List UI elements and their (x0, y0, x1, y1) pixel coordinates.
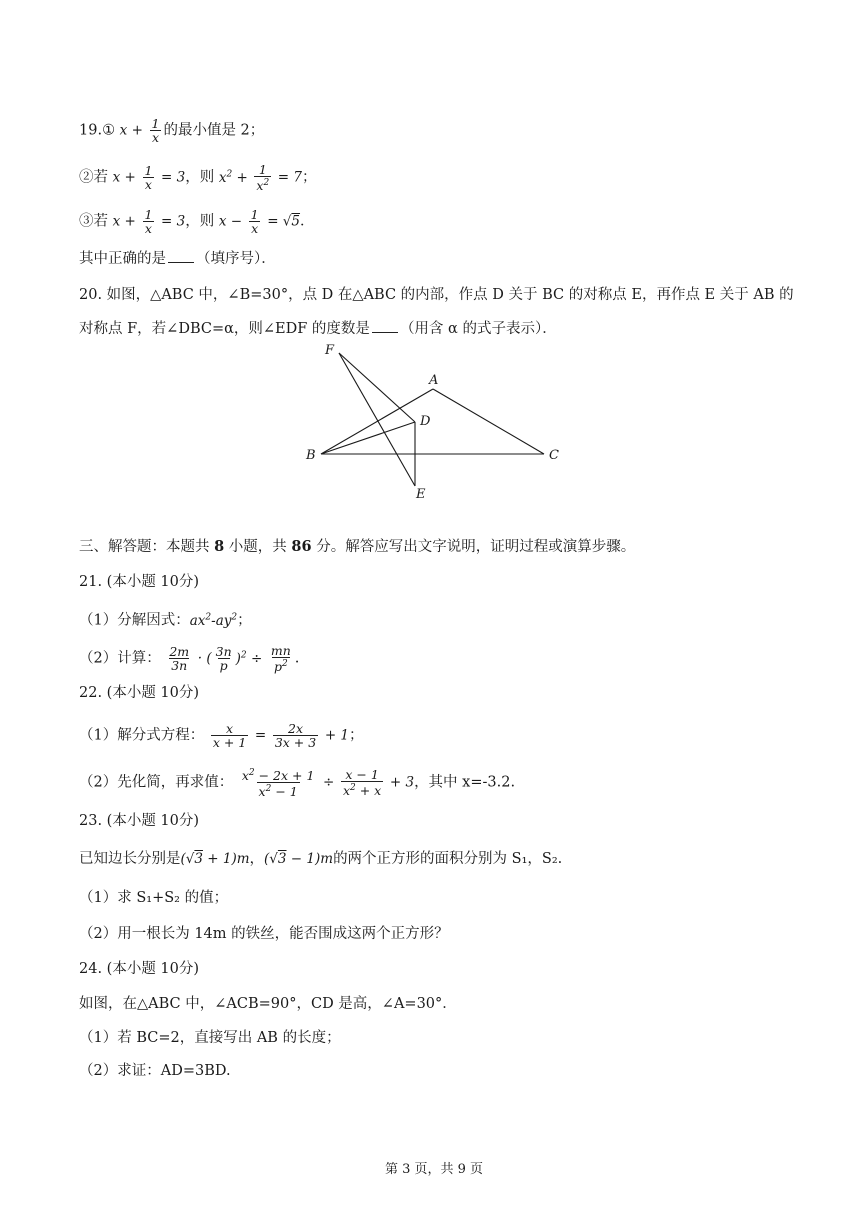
q24-stem: 如图，在△ABC 中，∠ACB=90°，CD 是高，∠A=30°． (79, 996, 457, 1012)
segment-FD (339, 353, 415, 422)
q24-part2: （2）求证：AD=3BD. (79, 1063, 231, 1079)
q19-item3: ③若 x + $\frac{1}{x}$ = 3，则 x − $\frac{1}{x}$ = √5． (79, 207, 315, 236)
q23-part1: （1）求 S₁+S₂ 的值； (79, 890, 229, 906)
q23-stem: 已知边长分别是(√3 + 1)m，(√3 − 1)m的两个正方形的面积分别为 S₁，S₂. (79, 851, 563, 867)
section3-heading: 三、解答题：本题共 8 小题，共 86 分。解答应写出文字说明，证明过程或演算步骤。 (79, 538, 636, 555)
label-B: B (306, 448, 316, 463)
q21-part2: （2）计算： $\frac{2m}{3n}$ · ( $\frac{3n}{p}$ )$^2$ ÷ $\frac{mn}{p^2}$ . (79, 643, 300, 675)
label-A: A (429, 373, 439, 388)
q22-part2: （2）先化简，再求值： $\frac{x^2 - 2x + 1}{x^2 - 1}$ ÷ $\frac{x - 1}{x^2 + x}$ + 3，其中 x=-3.2. (79, 767, 516, 800)
q23-part2: （2）用一根长为 14m 的铁丝，能否围成这两个正方形？ (79, 926, 449, 942)
fraction-1-over-x: $\frac{1}{x}$ (151, 116, 160, 145)
q23-header: 23. (本小题 10分) (79, 813, 200, 829)
page-footer: 第 3 页，共 9 页 (384, 1162, 484, 1177)
answer-blank[interactable] (168, 248, 194, 263)
q22-header: 22. (本小题 10分) (79, 685, 200, 701)
q21-part1: （1）分解因式：$ax^2-ay^2$； (79, 612, 252, 629)
q24-header: 24. (本小题 10分) (79, 961, 200, 977)
label-C: C (549, 448, 559, 463)
q19-question: 其中正确的是 （填序号）． (79, 248, 276, 269)
q20-line2: 对称点 F，若∠DBC=α，则∠EDF 的度数是 （用含 α 的式子表示）． (79, 318, 557, 339)
segment-BA (321, 389, 433, 454)
label-D: D (420, 414, 431, 429)
segment-FE (339, 353, 415, 486)
q20-geometry-figure (300, 338, 580, 508)
q19-item2: ②若 x + $\frac{1}{x}$ = 3，则 $x^2$ + $\frac{1}{x^2}$ = 7； (79, 162, 317, 194)
q24-part1: （1）若 BC=2，直接写出 AB 的长度； (79, 1030, 341, 1046)
segment-AC (433, 389, 544, 454)
label-F: F (325, 343, 335, 358)
q22-part1: （1）解分式方程： $\frac{x}{x + 1}$ = $\frac{2x}{3x + 3}$ + 1； (79, 721, 364, 750)
label-E: E (416, 487, 426, 502)
q19-item1: 19.① x + $\frac{1}{x}$ 的最小值是 2； (79, 116, 265, 145)
answer-blank[interactable] (372, 318, 398, 333)
q21-header: 21. (本小题 10分) (79, 574, 200, 590)
q20-line1: 20. 如图，△ABC 中，∠B=30°，点 D 在△ABC 的内部，作点 D 关于 BC 的对称点 E，再作点 E 关于 AB 的 (79, 287, 794, 303)
